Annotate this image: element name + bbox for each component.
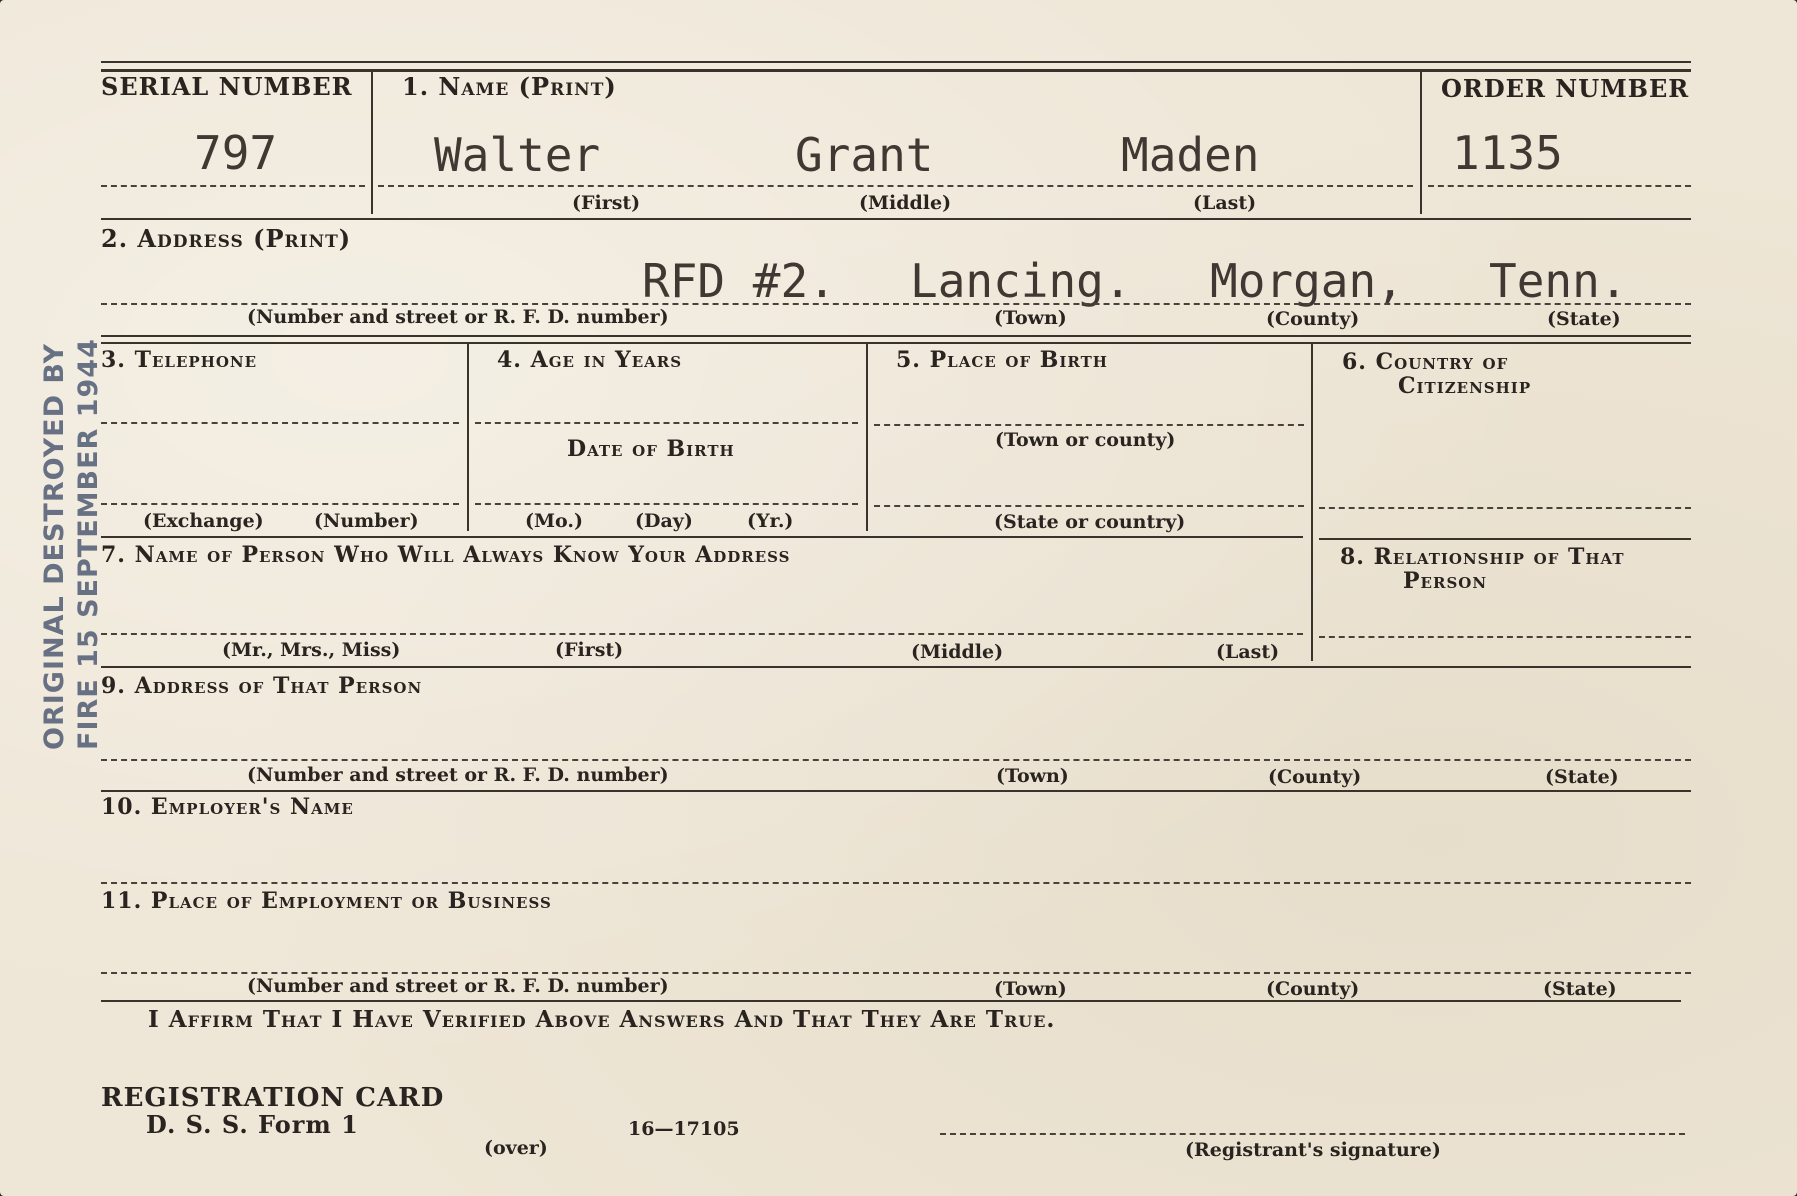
contact-address-county-caption: (County)	[1268, 766, 1362, 788]
contact-middle-caption: (Middle)	[911, 641, 1004, 663]
dob-month-caption: (Mo.)	[525, 510, 583, 532]
address-county-value: Morgan,	[1210, 254, 1404, 308]
signature-line	[940, 1133, 1685, 1135]
contact-address-street-caption: (Number and street or R. F. D. number)	[247, 764, 669, 786]
order-number-value: 1135	[1452, 126, 1563, 180]
address-label: 2. Address (Print)	[101, 224, 352, 253]
employment-county-caption: (County)	[1266, 978, 1360, 1000]
destroyed-stamp	[38, 338, 106, 750]
contact-address-label: 9. Address of That Person	[101, 673, 423, 699]
citizenship-label-1: 6. Country of	[1342, 349, 1509, 375]
employment-state-caption: (State)	[1543, 978, 1617, 1000]
name-underline	[378, 185, 1413, 187]
header-divider-2	[1420, 70, 1422, 214]
contact-person-underline	[101, 633, 1303, 635]
serial-number-label: SERIAL NUMBER	[101, 72, 353, 101]
dob-year-caption: (Yr.)	[747, 510, 794, 532]
name-first-caption: (First)	[572, 192, 641, 214]
address-state-caption: (State)	[1547, 308, 1621, 330]
divider-5-6	[1311, 343, 1313, 661]
contact-last-caption: (Last)	[1216, 641, 1280, 663]
rule-after-row11	[101, 1000, 1681, 1002]
name-label: 1. Name (Print)	[402, 72, 617, 101]
address-town-caption: (Town)	[994, 307, 1067, 329]
rule-after-name	[101, 218, 1691, 220]
citizenship-label-2: Citizenship	[1398, 373, 1532, 399]
dob-day-caption: (Day)	[635, 510, 693, 532]
stamp-line-1: ORIGINAL DESTROYED BY	[39, 342, 70, 750]
registration-card-title: REGISTRATION CARD	[101, 1083, 445, 1113]
name-first-value: Walter	[434, 128, 601, 182]
employer-name-underline	[101, 882, 1691, 884]
address-street-caption: (Number and street or R. F. D. number)	[247, 306, 669, 328]
contact-title-caption: (Mr., Mrs., Miss)	[222, 639, 401, 661]
rule-after-row3-left	[101, 536, 1303, 538]
birth-town-underline	[874, 424, 1304, 426]
citizenship-underline	[1319, 507, 1691, 509]
telephone-exchange-caption: (Exchange)	[143, 510, 264, 532]
divider-3-4	[467, 343, 469, 531]
name-last-caption: (Last)	[1193, 192, 1257, 214]
top-rule-1	[101, 61, 1691, 63]
telephone-number-caption: (Number)	[314, 510, 419, 532]
contact-address-underline	[101, 759, 1691, 761]
rule-after-row9	[101, 790, 1691, 792]
place-of-birth-label: 5. Place of Birth	[896, 347, 1108, 373]
form-name: D. S. S. Form 1	[146, 1110, 359, 1139]
date-of-birth-label: Date of Birth	[567, 436, 735, 462]
name-middle-value: Grant	[795, 128, 934, 182]
address-underline	[101, 303, 1691, 305]
dob-underline	[475, 503, 858, 505]
affirmation-text: I Affirm That I Have Verified Above Answers And That They Are True.	[148, 1006, 1056, 1033]
birth-state-caption: (State or country)	[994, 511, 1186, 533]
order-underline	[1428, 185, 1691, 187]
rule-after-address-2	[101, 342, 1691, 344]
contact-address-state-caption: (State)	[1545, 766, 1619, 788]
telephone-underline-2	[101, 503, 459, 505]
age-underline	[475, 422, 858, 424]
birth-town-caption: (Town or county)	[995, 429, 1176, 451]
relationship-label-2: Person	[1403, 568, 1488, 594]
employment-town-caption: (Town)	[994, 978, 1067, 1000]
address-state-value: Tenn.	[1489, 254, 1628, 308]
rule-after-row7	[101, 666, 1691, 668]
rule-after-row3-right	[1319, 538, 1691, 540]
birth-state-underline	[874, 505, 1304, 507]
address-county-caption: (County)	[1266, 308, 1360, 330]
relationship-label-1: 8. Relationship of That	[1340, 544, 1625, 570]
signature-caption: (Registrant's signature)	[1185, 1139, 1441, 1161]
divider-4-5	[866, 343, 868, 531]
header-divider-1	[371, 70, 373, 214]
telephone-underline-1	[101, 422, 459, 424]
relationship-underline	[1319, 636, 1691, 638]
order-number-label: ORDER NUMBER	[1441, 74, 1690, 103]
employment-place-label: 11. Place of Employment or Business	[101, 888, 552, 914]
rule-after-address-1	[101, 335, 1691, 337]
address-town-value: Lancing.	[910, 254, 1132, 308]
contact-first-caption: (First)	[555, 639, 624, 661]
form-number: 16—17105	[628, 1118, 740, 1140]
telephone-label: 3. Telephone	[101, 347, 258, 373]
serial-number-value: 797	[194, 126, 278, 180]
name-last-value: Maden	[1121, 128, 1260, 182]
serial-underline	[101, 185, 365, 187]
age-label: 4. Age in Years	[497, 347, 683, 373]
employer-name-label: 10. Employer's Name	[101, 794, 354, 820]
name-middle-caption: (Middle)	[859, 192, 952, 214]
contact-address-town-caption: (Town)	[996, 765, 1069, 787]
stamp-line-2: FIRE 15 SEPTEMBER 1944	[73, 338, 104, 750]
employment-street-caption: (Number and street or R. F. D. number)	[247, 975, 669, 997]
employment-place-underline	[101, 972, 1691, 974]
address-street-value: RFD #2.	[642, 254, 836, 308]
contact-person-label: 7. Name of Person Who Will Always Know Your Address	[101, 542, 791, 568]
over-note: (over)	[484, 1137, 548, 1159]
